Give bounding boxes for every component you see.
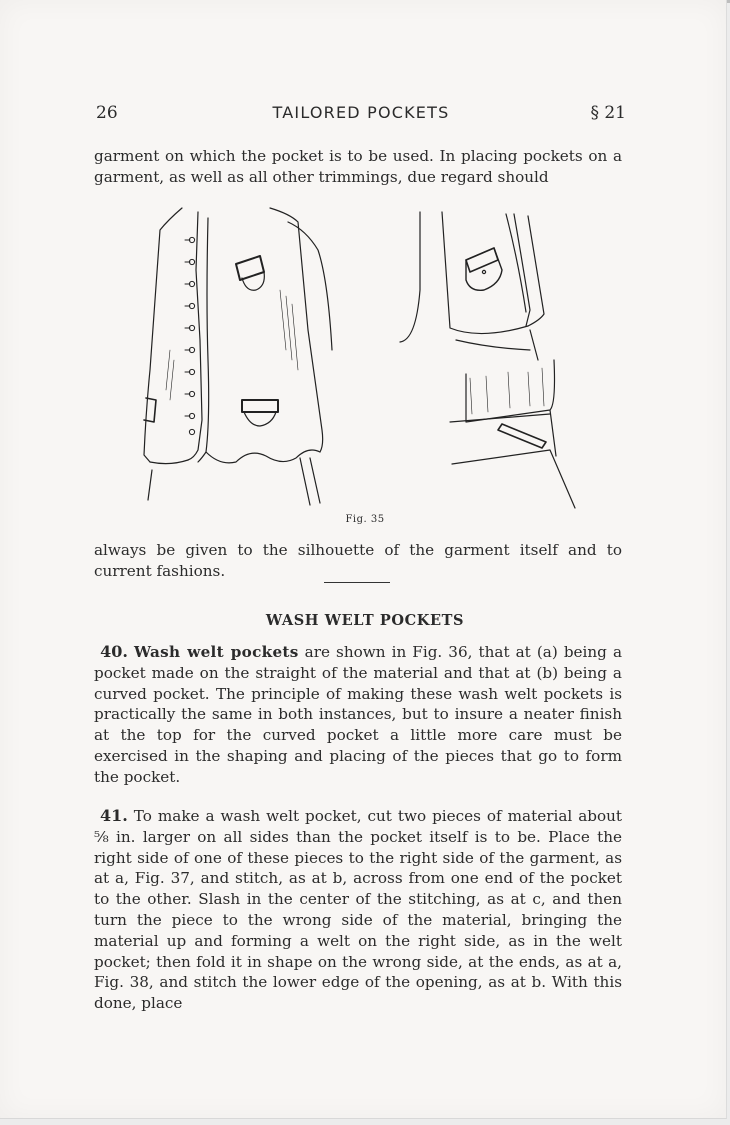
figure-35-illustration — [110, 200, 600, 515]
paragraph-top: garment on which the pocket is to be used. In placing pockets on a garment, as well as all other trimmings, due regard should — [94, 147, 622, 186]
running-title: TAILORED POCKETS — [272, 103, 450, 122]
paragraph-40 — [94, 642, 622, 788]
paragraph-after-figure: always be given to the silhouette of the garment itself and to current fashions. — [94, 541, 622, 580]
paragraph-40-lead: Wash welt pockets — [134, 643, 299, 661]
paragraph-41-fraction: ⅝ — [94, 827, 109, 846]
paragraph-40-text: are shown in Fig. 36, that at (a) being a pocket made on the straight of the material and that at (b) being a curved pocket. The principle of making these wash welt pockets is practically the same in both instances, but to insure a neater finish at the top for the curved pocket a little more care must be exercised in the shaping and placing of the pieces that go to form the pocket. — [94, 643, 623, 786]
paragraph-41 — [94, 806, 622, 1014]
figure-caption: Fig. 35 — [345, 514, 385, 525]
jacket-drawing — [144, 208, 332, 505]
paragraph-40-number: 40. — [100, 642, 128, 661]
pocket-details-drawing — [400, 212, 575, 508]
section-divider — [324, 582, 390, 583]
section-heading: WASH WELT POCKETS — [265, 612, 465, 629]
page-number: 26 — [96, 103, 118, 123]
section-number: § 21 — [590, 103, 626, 123]
paragraph-41-text-a: To make a wash welt pocket, cut two pieces of material about — [127, 807, 623, 825]
running-header — [96, 103, 626, 127]
paragraph-41-number: 41. — [99, 806, 128, 825]
paragraph-41-text-b: in. larger on all sides than the pocket itself is to be. Place the right side of one of these pieces to the right side of the garment, as at a, Fig. 37, and stitch, as at b, across from one end of the pocket to the other. Slash in the center of the stitching, as at c, and then turn the piece to the wrong side of the material, bringing the material up and forming a welt on the right side, as in the welt pocket; then fold it in shape on the wrong side, at the ends, as at a, Fig. 38, and stitch the lower edge of the opening, as at b. With this done, place — [94, 827, 622, 1013]
